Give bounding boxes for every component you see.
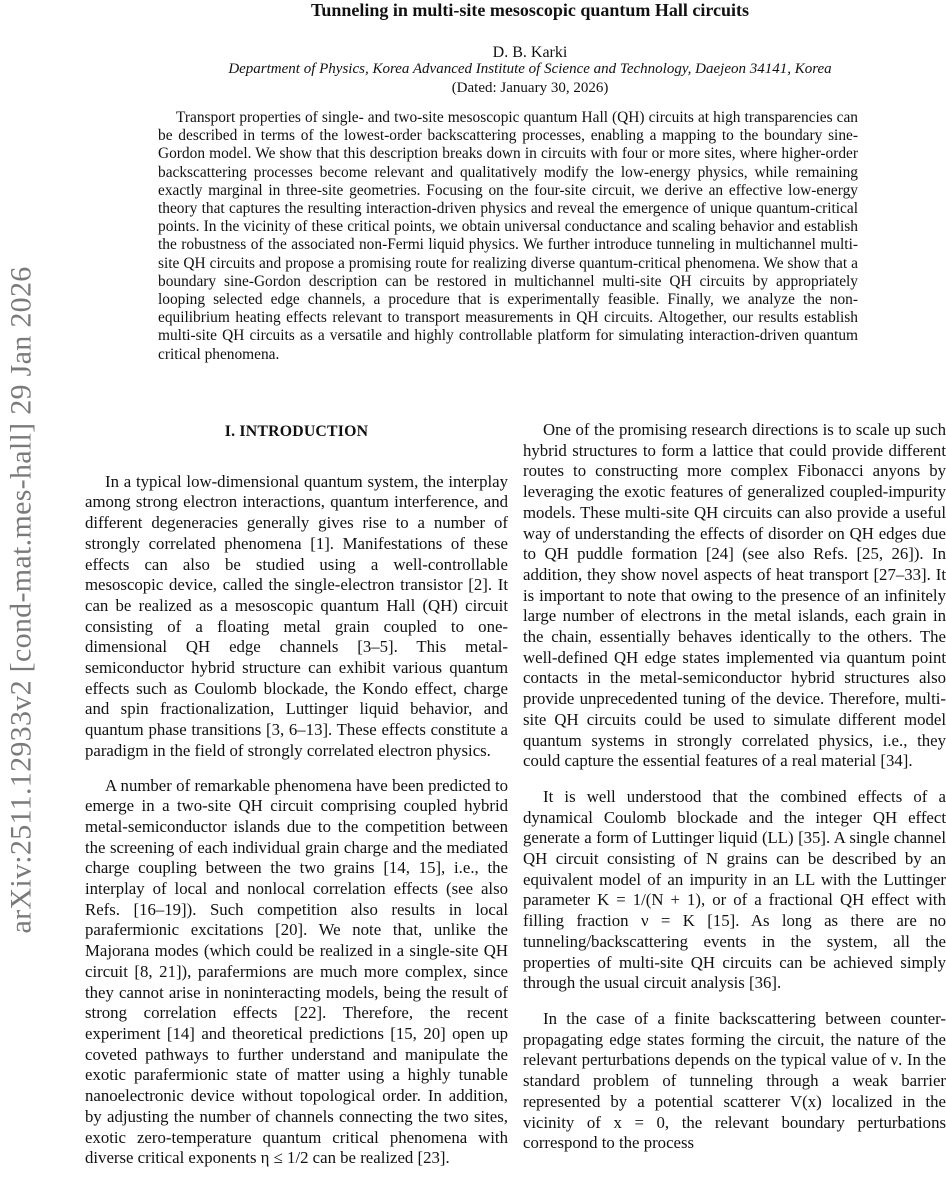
paragraph: One of the promising research directions is to scale up such hybrid structures to form a lattice that could provide different routes to constructing more complex Fibonacci anyons by leveraging the exotic features of generalized coupled-impurity models. These multi-site QH circuits can also provide a useful way of understanding the effects of disorder on QH edges due to QH puddle formation [24] (see also Refs. [25, 26]). In addition, they show novel aspects of heat transport [27–33]. It is important to note that owing to the presence of an infinitely large number of electrons in the metal islands, each grain in the chain, essentially behaves identically to the others. The well-defined QH edge states implemented via quantum point contacts in the metal-semiconductor hybrid structures also provide unprecedented tuning of the device. Therefore, multi-site QH circuits could be used to simulate different model quantum systems in strongly correlated physics, i.e., they could capture the essential features of a real material [34]. [523,420,946,771]
abstract: Transport properties of single- and two-site mesoscopic quantum Hall (QH) circuits at high transparencies can be described in terms of the lowest-order backscattering processes, enabling a mapping to the boundary sine-Gordon model. We show that this description breaks down in circuits with four or more sites, where higher-order backscattering processes become relevant and qualitatively modify the low-energy physics, while remaining exactly marginal in three-site geometries. Focusing on the four-site circuit, we derive an effective low-energy theory that captures the resulting interaction-driven physics and reveal the emergence of unique quantum-critical points. In the vicinity of these critical points, we obtain universal conductance and scaling behavior and establish the robustness of the associated non-Fermi liquid physics. We further introduce tunneling in multichannel multi-site QH circuits and propose a promising route for realizing diverse quantum-critical phenomena. We show that a boundary sine-Gordon description can be restored in multichannel multi-site QH circuits by appropriately looping selected edge channels, a procedure that is experimentally feasible. Finally, we analyze the non-equilibrium heating effects relevant to transport measurements in QH circuits. Altogether, our results establish multi-site QH circuits as a versatile and highly controllable platform for simulating interaction-driven quantum critical phenomena. [158,109,858,363]
arxiv-sidebar [0,0,44,1200]
arxiv-identifier: arXiv:2511.12933v2 [cond-mat.mes-hall] 29 Jan 2026 [5,266,38,934]
author-affiliation: Department of Physics, Korea Advanced Institute of Science and Technology, Daejeon 34141, Korea [228,61,832,77]
paragraph: In a typical low-dimensional quantum system, the interplay among strong electron interactions, quantum interference, and different degeneracies generally gives rise to a number of strongly correlated phenomena [1]. Manifestations of these effects can also be studied using a well-controllable mesoscopic device, called the single-electron transistor [2]. It can be realized as a mesoscopic quantum Hall (QH) circuit consisting of a floating metal grain coupled to one-dimensional QH edge channels [3–5]. This metal-semiconductor hybrid structure can exhibit various quantum effects such as Coulomb blockade, the Kondo effect, charge and spin fractionalization, Luttinger liquid behavior, and quantum phase transitions [3, 6–13]. These effects constitute a paradigm in the field of strongly correlated electron physics. [85,471,508,760]
paper-title: Tunneling in multi-site mesoscopic quantum Hall circuits [310,0,750,20]
paragraph: In the case of a finite backscattering between counter-propagating edge states forming the circuit, the nature of the relevant perturbations depends on the typical value of ν. In the standard problem of tunneling through a weak barrier represented by a potential scatterer V(x) localized in the vicinity of x = 0, the relevant boundary perturbations correspond to the process [523,1008,946,1153]
paragraph: A number of remarkable phenomena have been predicted to emerge in a two-site QH circuit comprising coupled hybrid metal-semiconductor islands due to the competition between the screening of each individual grain charge and the mediated charge coupling between the two grains [14, 15], i.e., the interplay of local and nonlocal correlation effects (see also Refs. [16–19]). Such competition also results in local parafermionic excitations [20]. We note that, unlike the Majorana modes (which could be realized in a single-site QH circuit [8, 21]), parafermions are much more complex, since they cannot arise in noninteracting models, being the result of strong correlation effects [22]. Therefore, the recent experiment [14] and theoretical predictions [15, 20] open up coveted pathways to further understand and manipulate the exotic parafermionic state of matter using a highly tunable nanoelectronic device without topological order. In addition, by adjusting the number of channels connecting the two sites, exotic zero-temperature quantum critical phenomena with diverse critical exponents η ≤ 1/2 can be realized [23]. [85,775,508,1168]
section-heading-introduction: I. INTRODUCTION [224,423,369,440]
paper-date: (Dated: January 30, 2026) [451,80,609,96]
paper-author: D. B. Karki [492,44,568,61]
right-column [523,420,946,1154]
paragraph: It is well understood that the combined effects of a dynamical Coulomb blockade and the integer QH effect generate a form of Luttinger liquid (LL) [35]. A single channel QH circuit consisting of N grains can be described by an equivalent model of an impurity in an LL with the Luttinger parameter K = 1/(N + 1), or of a fractional QH effect with filling fraction ν = K [15]. As long as there are no tunneling/backscattering events in the system, all the properties of multi-site QH circuits can be achieved simply through the usual circuit analysis [36]. [523,786,946,993]
left-column [85,420,508,1169]
